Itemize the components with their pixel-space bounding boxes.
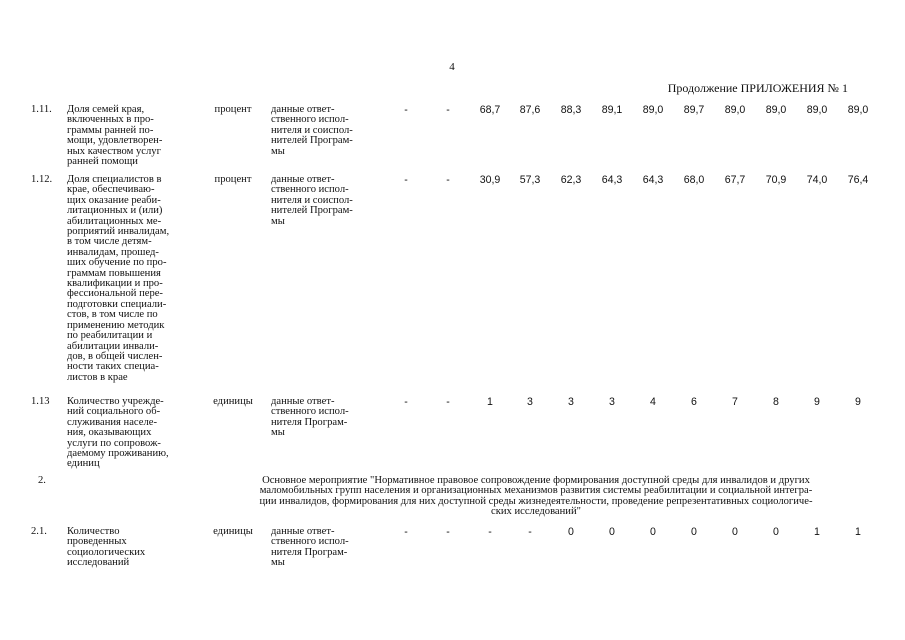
value-cell: 89,0	[806, 104, 828, 116]
value-cell: 0	[568, 526, 574, 538]
page-number: 4	[449, 61, 455, 73]
value-cell: -	[404, 526, 408, 538]
data-source: данные ответ- ственного испол- нителя Програм- мы	[271, 526, 349, 569]
value-cell: 68,0	[683, 174, 705, 186]
value-cell: 64,3	[642, 174, 664, 186]
value-cell: 3	[527, 396, 533, 408]
value-cell: 0	[609, 526, 615, 538]
value-cell: 4	[650, 396, 656, 408]
unit-of-measure: единицы	[213, 396, 253, 407]
data-source: данные ответ- ственного испол- нителя Програм- мы	[271, 396, 349, 439]
value-cell: -	[446, 174, 450, 186]
value-cell: 87,6	[519, 104, 541, 116]
value-cell: -	[446, 396, 450, 408]
value-cell: 89,1	[601, 104, 623, 116]
indicator-name: Количество проведенных социологических исследований	[67, 526, 146, 569]
value-cell: 88,3	[560, 104, 582, 116]
value-cell: 3	[568, 396, 574, 408]
indicator-name: Доля семей края, включенных в про- граммы ранней по- мощи, удовлетворен- ных качеством услуг ранней помощи	[67, 104, 163, 168]
value-cell: 9	[814, 396, 820, 408]
row-number: 1.13	[31, 396, 50, 407]
value-cell: 89,0	[724, 104, 746, 116]
value-cell: 6	[691, 396, 697, 408]
value-cell: 89,0	[765, 104, 787, 116]
unit-of-measure: единицы	[213, 526, 253, 537]
value-cell: -	[488, 526, 492, 538]
value-cell: 8	[773, 396, 779, 408]
value-cell: 7	[732, 396, 738, 408]
value-cell: 64,3	[601, 174, 623, 186]
value-cell: 89,7	[683, 104, 705, 116]
value-cell: 57,3	[519, 174, 541, 186]
value-cell: 0	[773, 526, 779, 538]
value-cell: 68,7	[479, 104, 501, 116]
row-number: 1.12.	[31, 174, 53, 185]
value-cell: 1	[487, 396, 493, 408]
section-title: Основное мероприятие "Нормативное правовое сопровождение формирования доступной среды для инвалидов и других маломобильных групп населения и организационных механизмов развития системы реабилитации и социальной интегра- ции инвалидов, формирования для них доступной среды жизнедеятельности, проведение репрезентативных социологиче- ских исследований"	[259, 475, 813, 518]
value-cell: 3	[609, 396, 615, 408]
value-cell: -	[446, 104, 450, 116]
data-source: данные ответ- ственного испол- нителя и соиспол- нителей Програм- мы	[271, 104, 353, 157]
value-cell: -	[404, 104, 408, 116]
value-cell: 0	[691, 526, 697, 538]
row-number: 2.1.	[31, 526, 47, 537]
value-cell: 30,9	[479, 174, 501, 186]
value-cell: -	[446, 526, 450, 538]
value-cell: 9	[855, 396, 861, 408]
value-cell: -	[528, 526, 532, 538]
value-cell: 0	[650, 526, 656, 538]
value-cell: -	[404, 174, 408, 186]
value-cell: 0	[732, 526, 738, 538]
value-cell: 67,7	[724, 174, 746, 186]
indicator-name: Количество учрежде- ний социального об- служивания населе- ния, оказывающих услуги по сопровож- даемому проживанию, единиц	[67, 396, 169, 470]
unit-of-measure: процент	[214, 104, 252, 115]
value-cell: -	[404, 396, 408, 408]
value-cell: 74,0	[806, 174, 828, 186]
value-cell: 89,0	[847, 104, 869, 116]
value-cell: 70,9	[765, 174, 787, 186]
continuation-header: Продолжение ПРИЛОЖЕНИЯ № 1	[667, 81, 848, 95]
unit-of-measure: процент	[214, 174, 252, 185]
value-cell: 1	[814, 526, 820, 538]
value-cell: 89,0	[642, 104, 664, 116]
section-number: 2.	[38, 475, 46, 486]
value-cell: 1	[855, 526, 861, 538]
data-source: данные ответ- ственного испол- нителя и соиспол- нителей Програм- мы	[271, 174, 353, 227]
value-cell: 76,4	[847, 174, 869, 186]
indicator-name: Доля специалистов в крае, обеспечиваю- щих оказание реаби- литационных и (или) абилитационных ме- роприятий инвалидам, в том числе детям- инвалидам, прошед- ших обучение по про- граммам повышения квалификации и про- фессиональной пере- подготовки специали- стов, в том числе по применению методик по реабилитации и абилитации инвали- дов, в общей числен- ности таких специа- листов в крае	[67, 174, 170, 383]
value-cell: 62,3	[560, 174, 582, 186]
row-number: 1.11.	[31, 104, 52, 115]
